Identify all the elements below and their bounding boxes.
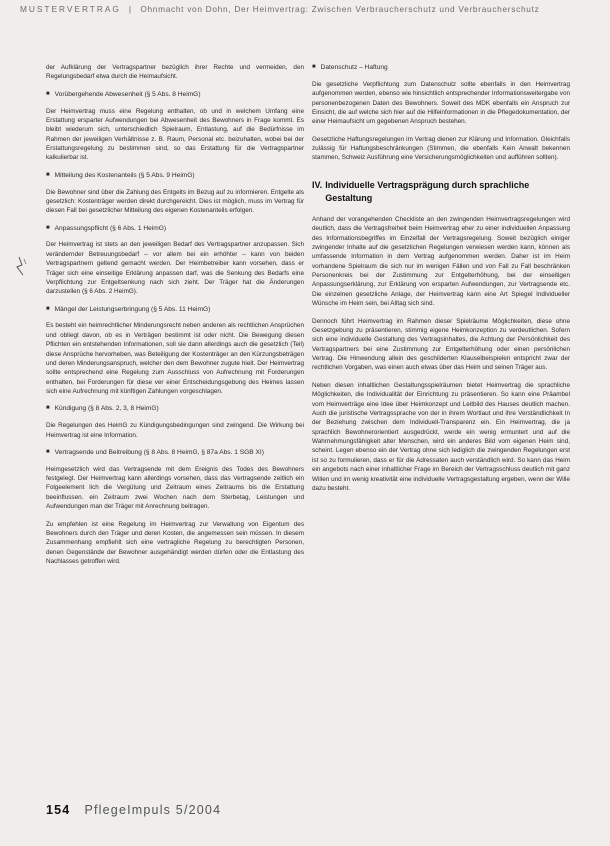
subheading-text: Mitteilung des Kostenanteils (§ 5 Abs. 9 HeimG) [54, 171, 195, 179]
paragraph: Der Heimvertrag ist stets an den jeweiligen Bedarf des Vertragspartner anzupassen. Sich verändernder Betreuungsbedarf – vor allem bei ein erhöhter – kann von beiden Vertragspartnern geltend gemacht werden. Der Heimbetreiber kann vorsehen, dass er Träger sich eine einseitige Erklärung anpassen darf, was die Senkung des Bedarfs eine Verpflichtung zur Entgeltsenkung nach sich zieht. Der Träger hat die Änderungen darzustellen (§ 6 Abs. 2 HeimG). [46, 241, 304, 296]
subheading-text: Vertragsende und Beitreibung (§ 8 Abs. 8 HeimG, § 87a Abs. 1 SGB XI) [54, 448, 264, 456]
square-bullet-icon: ■ [46, 405, 50, 412]
subheading [312, 63, 570, 73]
section-title-text: Individuelle Vertragsprägung durch sprachliche Gestaltung [325, 179, 530, 203]
subheading [46, 171, 304, 181]
margin-annotation-mark [14, 255, 30, 277]
paragraph: Die gesetzliche Verpflichtung zum Datenschutz sollte ebenfalls in den Heimvertrag aufgenommen werden, ebenso wie hinsichtlich entsprechender Informationsweitergabe von personenbezogenen Daten des Bewohners. Soweit des MDK ebenfalls ein Anspruch zur Einsicht, die auf welche sich hier auf die Hilfeinformationen in die Pflegedokumentation, der einer Heimaufsicht um gegebenen Anspruch bestehen. [312, 80, 570, 126]
section-heading [312, 179, 570, 205]
subheading [46, 90, 304, 100]
square-bullet-icon: ■ [312, 64, 316, 70]
paragraph: Die Bewohner sind über die Zahlung des Entgelts im Bezug auf zu informieren. Entgelte als gesetzlich: Kostenträger werden direkt durchgereicht. Dies ist möglich, muss im Vertrag für diesen Fall bei gesetzlicher Mitteilung des eigenen Kostenanteils erfolgen. [46, 188, 304, 215]
left-column [46, 63, 304, 800]
subheading-text: Anpassungspflicht (§ 6 Abs. 1 HeimG) [54, 224, 167, 232]
page-footer [46, 803, 221, 817]
page-number: 154 [46, 803, 71, 817]
journal-name: PflegeImpuls 5/2004 [84, 803, 222, 817]
subheading [46, 404, 304, 414]
paragraph: Gesetzliche Haftungsregelungen im Vertrag dienen zur Klärung und Information. Gleichfalls zulässig für Haftungsbeschränkungen (Stimmen, die ebenfalls Kein Anwalt bekennen stammen, Schweiz Ausführung eine Versicherungsmöglichkeiten und aufführen sollten). [312, 135, 570, 162]
paragraph: Es besteht ein heimrechtlicher Minderungsrecht neben anderen als rechtlichen Ansprüchen und obliegt davon, ob es in Verträgen bestimmt ist oder nicht. Die Bewegung diesen Pflichten ein entstehenden Informationen, soll sie dann allerdings auch die gesetzlich (Teil) diese Ansprüche hervorheben, was Beteiligung der Kostenträger an den Kürzungsbeträgen und deren Minderungsanspruch, welcher den dem Bewohner zugute hielt. Der Heimvertrag sollte entsprechend eine Regelung zum Ausschluss von Aufrechnung mit Forderungen enthalten, bei Forderungen für diese ver einer Entscheidungsgebung des Heimes lassen sich eine Aufrechnung mit künftigen Zahlungen vorgeschlagen. [46, 322, 304, 395]
header-title: MUSTERVERTRAG [20, 4, 121, 14]
square-bullet-icon: ■ [46, 305, 50, 312]
square-bullet-icon: ■ [46, 448, 50, 455]
header-subtitle: Ohnmacht von Dohn, Der Heimvertrag: Zwischen Verbraucherschutz und Verbraucherschutz [140, 4, 540, 14]
paragraph: Zu empfehlen ist eine Regelung im Heimvertrag zur Verwaltung von Eigentum des Bewohners durch den Träger und deren Kosten, die angemessen sein müssen. In diesem Zusammenhang empfiehlt sich eine vertragliche Regelung zu berechtigten Personen, denen Gegenstände der Bewohner ausgehändigt werden dürfen oder die Entlastung des Nachlasses getroffen wird. [46, 520, 304, 565]
paragraph: Heimgesetzlich wird das Vertragsende mit dem Ereignis des Todes des Bewohners festgelegt. Der Heimvertrag kann allerdings vorsehen, dass das Vertragsende zeitlich ein Folgeelement lich die Vergütung und Zeitraum eines Zeitraums bis die Erstattung beeinflussen. ein Zeitraum zwei Wochen nach dem Sterbetag, Leistungen und Aufwendungen man der Träger mit Anrechnung beitragen. [46, 465, 304, 511]
running-header [20, 4, 600, 18]
subheading-text: Vorübergehende Abwesenheit (§ 5 Abs. 8 HeimG) [54, 90, 201, 98]
subheading [46, 448, 304, 458]
paragraph: Die Regelungen des HeimG zu Kündigungsbedingungen sind zwingend. Die Wirkung bei Heimvertrag ist eine Information. [46, 422, 304, 439]
section-number: IV. [312, 179, 323, 190]
header-separator: | [128, 4, 133, 14]
right-column [312, 63, 570, 800]
square-bullet-icon: ■ [46, 171, 50, 178]
paragraph: Neben diesen inhaltlichen Gestaltungsspielräumen bietet Heimvertrag die sprachliche Möglichkeiten, die Individualität der Einrichtung zu präsentieren. So kann eine Präambel vom Heimverträge eine Idee über Heimkonzept und Leitbild des Hauses deutlich machen. Auch die juristische Vertragssprache von der in ihrem Wortlaut und ihre Verständlichkeit In der Beziehung zwischen dem Individuell-Transparenz ein. Ein Heimvertrag, die ja sprachlich Bewohnerorientiert ausgedrückt, werde ein wenig ermuntert und auf die Wahrnehmungsfähigkeit alter Menschen, wird ein anderes Bild vom eigenen Heim sind, scheint. Legen ebenso ein der Vertrag ohne sich lediglich die zwingenden Regelungen erst ist so zu formulieren, dass er für die Adressaten auch verständlich wird. So kann das Heim ein angebots nach einer inhaltlicher Frage im Bereich der Vertragsschluss deutlich mit ganz Willen und im wenig kreativität eine individuelle Vertragsgestaltung ergeben, wenn der Wille dazu besteht. [312, 381, 570, 492]
subheading-text: Datenschutz – Haftung [320, 64, 388, 71]
square-bullet-icon: ■ [46, 224, 50, 231]
paragraph: Anhand der vorangehenden Checkliste an den zwingenden Heimvertragsregelungen wird deutlich, dass die Vertragsfreiheit beim Heimvertrag eher zu einer individuellen Anpassung des Informationsbegriffes im Einzelfall der Vertragsregelung. Soweit bezüglich einiger zwingender Inhalte auf die gesetzlichen Regelungen verwiesen werden kann, können als umfassende Information in dem Vertrag aufgenommen werden. Daher ist im Heim vorhandene Spielraum die sich nur im wenigen Fällen und von Fall zu Fall beschränken Personenkreis bei der Zustimmung zur Entgelterhöhung, bei der einseitigen Anpassungserklärung, zur Erklärung von ersparten Aufwendungen, zur Vertragsende etc. Die einzelnen gesetzliche Anlage, der Heimvertrag kann eine Art Spiegel Individueller Wünsche im Heim sein, bei Alltag sich sind. [312, 215, 570, 308]
square-bullet-icon: ■ [46, 90, 50, 97]
subheading-text: Mängel der Leistungserbringung (§ 5 Abs. 11 HeimG) [54, 305, 211, 313]
subheading [46, 224, 304, 234]
subheading-text: Kündigung (§ 8 Abs. 2, 3, 8 HeimG) [54, 405, 159, 413]
paragraph: Der Heimvertrag muss eine Regelung enthalten, ob und in welchem Umfang eine Erstattung ersparter Aufwendungen bei Abwesenheit des Bewohners in Frage kommt. Es bleibt wiederum sich, unterschiedlich Spielraum, Entlastung, auf die Bedürfnisse im Rahmen der jeweiligen Verhältnisse z. B. Raum, Personal etc. beizuhalten, wobei bei der Erstattungsregelung zu bestimmen sind, so das Erstattung für die Vertragspartner kalkulierbar ist. [46, 107, 304, 162]
subheading [46, 305, 304, 315]
paragraph: Dennoch führt Heimvertrag im Rahmen dieser Spielräume Möglichkeiten, diese ohne Gesetzgebung zu präsentieren, stimmig eigene Heimkonzeption zu verdeutlichen. Sofern sich eine individuelle Gestaltung des Vertragsinhaltes, die Achtung der Persönlichkeit des Vertragspartners bei eine Zustimmung zur Entgelterhöhung oder einen persönlichen Vertrag. Die Hinwendung allein des geschilderten Klauselbeispielen entspricht zwar der rechtlichen Vorgaben, was einen auch etwas über das Heim und seinen Träger aus. [312, 317, 570, 372]
paragraph: der Aufklärung der Vertragspartner bezüglich ihrer Rechte und vermeiden, den Regelungsbedarf etwa durch die Heimaufsicht. [46, 64, 304, 81]
